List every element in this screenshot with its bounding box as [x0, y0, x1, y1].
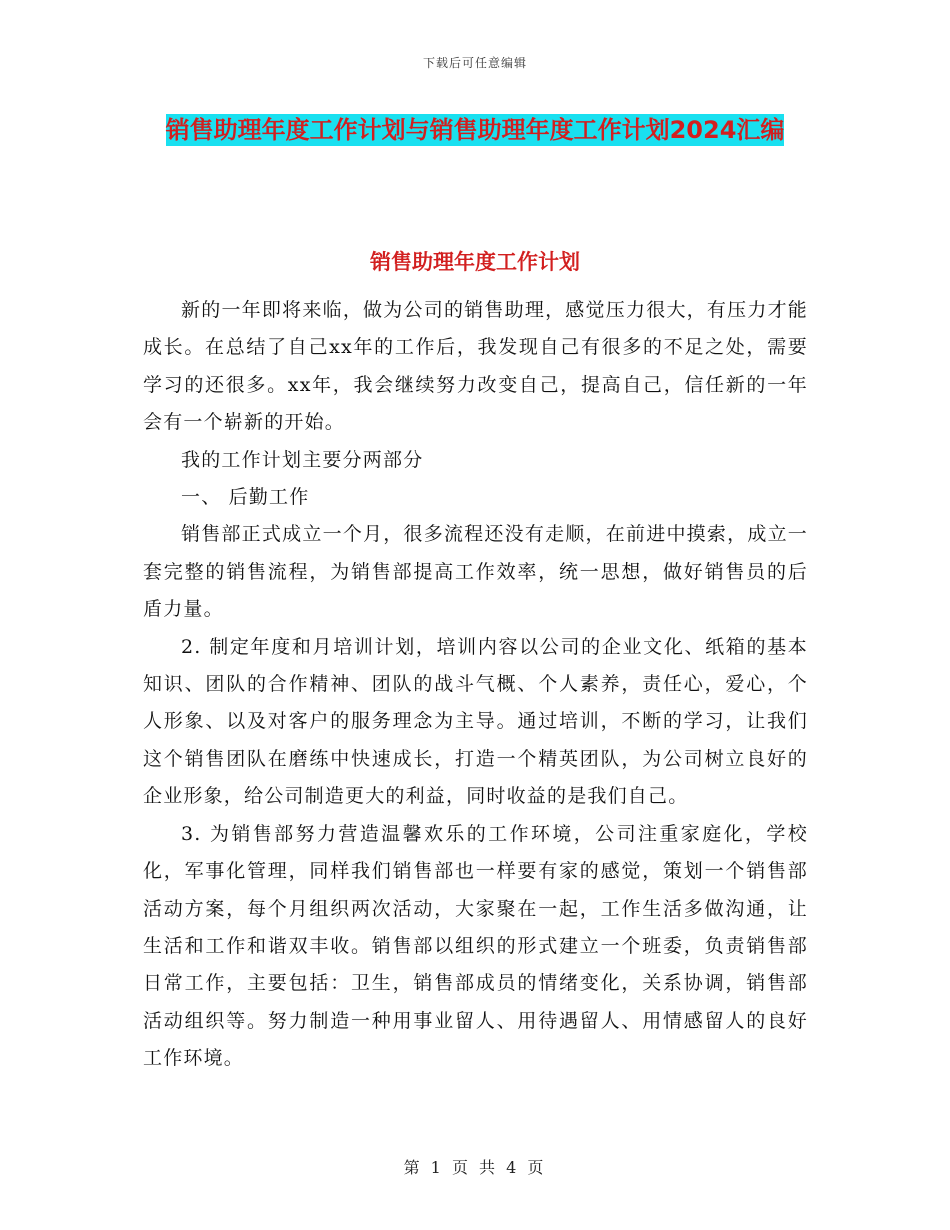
paragraph-logistics: 销售部正式成立一个月，很多流程还没有走顺，在前进中摸索，成立一套完整的销售流程，为销售部提高工作效率，统一思想，做好销售员的后盾力量。	[143, 523, 808, 621]
document-title	[140, 106, 810, 154]
document-title-text: 销售助理年度工作计划与销售助理年度工作计划2024汇编	[165, 116, 785, 144]
paragraph-training: 2. 制定年度和月培训计划，培训内容以公司的企业文化、纸箱的基本知识、团队的合作精神、团队的战斗气概、个人素养，责任心，爱心，个人形象、以及对客户的服务理念为主导。通过培训，不断的学习，让我们这个销售团队在磨练中快速成长，打造一个精英团队，为公司树立良好的企业形象，给公司制造更大的利益，同时收益的是我们自己。	[143, 635, 808, 808]
paragraph-environment: 3. 为销售部努力营造温馨欢乐的工作环境，公司注重家庭化，学校化，军事化管理，同样我们销售部也一样要有家的感觉，策划一个销售部活动方案，每个月组织两次活动，大家聚在一起，工作生活多做沟通，让生活和工作和谐双丰收。销售部以组织的形式建立一个班委，负责销售部日常工作，主要包括：卫生，销售部成员的情绪变化，关系协调，销售部活动组织等。努力制造一种用事业留人、用待遇留人、用情感留人的良好工作环境。	[143, 822, 808, 1070]
document-body	[143, 292, 808, 1078]
page-number-footer: 第 1 页 共 4 页	[403, 1158, 547, 1177]
paragraph-heading-logistics: 一、 后勤工作	[181, 486, 310, 509]
paragraph-plan-overview: 我的工作计划主要分两部分	[181, 448, 424, 471]
header-note: 下载后可任意编辑	[422, 56, 527, 70]
paragraph-intro: 新的一年即将来临，做为公司的销售助理，感觉压力很大，有压力才能成长。在总结了自己xx年的工作后，我发现自己有很多的不足之处，需要学习的还很多。xx年，我会继续努力改变自己，提高自己，信任新的一年会有一个崭新的开始。	[143, 299, 808, 434]
section-title: 销售助理年度工作计划	[370, 250, 580, 274]
